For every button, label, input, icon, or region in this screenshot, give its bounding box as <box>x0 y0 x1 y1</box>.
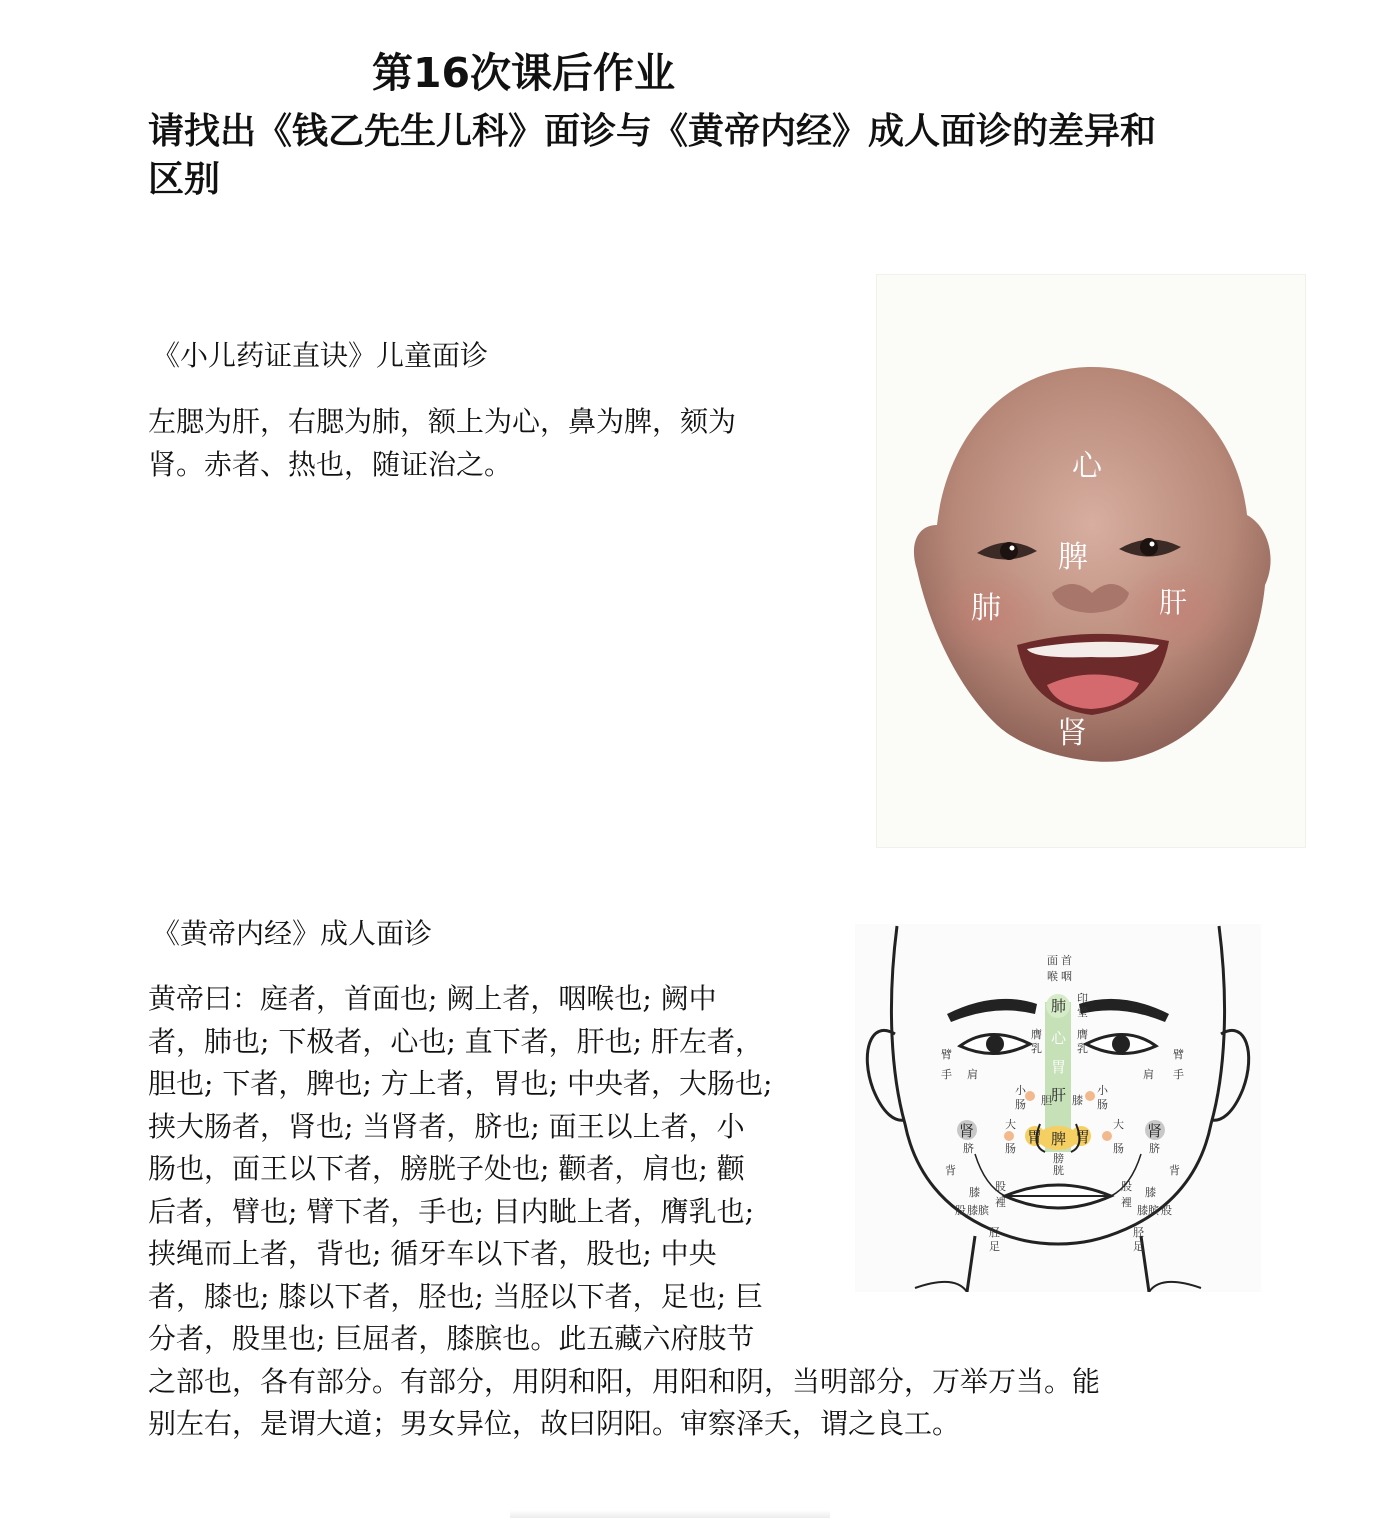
diagram-label: 大 <box>1005 1118 1016 1131</box>
face-label-lung: 肺 <box>971 591 1001 626</box>
assignment-question: 请找出《钱乙先生儿科》面诊与《黄帝内经》成人面诊的差异和区别 <box>148 111 1157 200</box>
diagram-label: 胆 <box>1041 1094 1052 1107</box>
diagram-label-kidney-left: 肾 <box>959 1122 975 1140</box>
diagram-label: 膺 <box>1077 1028 1088 1041</box>
face-label-spleen: 脾 <box>1058 540 1088 575</box>
diagram-label-liver: 肝 <box>1051 1086 1067 1104</box>
text-line: 挟大肠者，肾也; 当肾者，脐也; 面王以上者，小 <box>148 1109 745 1143</box>
diagram-label-stomach: 胃 <box>1051 1058 1067 1076</box>
diagram-label: 足 <box>989 1240 1000 1253</box>
diagram-label: 足 <box>1133 1240 1144 1253</box>
diagram-label: 肩 <box>967 1068 978 1081</box>
diagram-label: 膀 <box>1053 1152 1064 1165</box>
diagram-label: 裡 <box>1121 1196 1132 1209</box>
diagram-label: 咽 <box>1061 970 1072 983</box>
baby-face-illustration <box>877 275 1307 849</box>
diagram-label: 背 <box>945 1164 956 1177</box>
diagram-label: 臂 <box>1173 1048 1184 1061</box>
child-face-image <box>876 274 1306 848</box>
adult-section-heading: 《黄帝内经》成人面诊 <box>152 917 433 950</box>
diagram-label: 膝 <box>1072 1094 1083 1107</box>
diagram-label: 乳 <box>1031 1042 1042 1055</box>
diagram-label: 膺 <box>1031 1028 1042 1041</box>
left-brow-icon <box>947 999 1037 1022</box>
diagram-label: 印 <box>1077 992 1088 1005</box>
diagram-label: 乳 <box>1077 1042 1088 1055</box>
face-label-heart: 心 <box>1072 449 1102 484</box>
diagram-label-kidney-right: 肾 <box>1147 1122 1163 1140</box>
diagram-label-heart: 心 <box>1051 1029 1067 1047</box>
diagram-label: 堂 <box>1077 1006 1088 1019</box>
diagram-label: 小 <box>1097 1084 1108 1097</box>
diagram-label-spleen: 脾 <box>1051 1130 1067 1148</box>
diagram-label: 肠 <box>1005 1142 1016 1155</box>
text-line: 挟绳而上者，背也; 循牙车以下者，股也; 中央 <box>148 1237 717 1270</box>
face-label-liver: 肝 <box>1159 586 1188 619</box>
diagram-label: 大 <box>1113 1118 1124 1131</box>
diagram-label-stomach-left: 胃 <box>1027 1128 1043 1146</box>
diagram-label: 膝 <box>1145 1186 1156 1199</box>
child-section-text <box>148 401 808 486</box>
diagram-label: 小 <box>1015 1084 1026 1097</box>
face-label-kidney: 肾 <box>1057 716 1087 751</box>
diagram-label: 面 <box>1047 954 1058 967</box>
diagram-label: 肩 <box>1143 1068 1154 1081</box>
text-line: 者，膝也; 膝以下者，胫也; 当胫以下者，足也; 巨 <box>148 1279 764 1313</box>
diagram-label: 首 <box>1061 954 1072 967</box>
text-line: 别左右，是谓大道；男女异位，故曰阴阳。审察泽夭，谓之良工。 <box>148 1407 961 1440</box>
text-line: 者，肺也; 下极者，心也; 直下者，肝也; 肝左者， <box>148 1024 764 1058</box>
right-brow-icon <box>1079 999 1169 1022</box>
page-title: 第16次课后作业 <box>372 49 676 97</box>
text-line: 之部也，各有部分。有部分，用阴和阳，用阳和阴，当明部分，万举万当。能 <box>148 1364 1101 1398</box>
diagram-label: 脐 <box>1149 1142 1160 1155</box>
diagram-label: 膝膑 <box>1137 1204 1159 1217</box>
diagram-label: 手 <box>941 1068 952 1081</box>
diagram-label: 喉 <box>1047 970 1058 983</box>
diagram-label: 膝膑 <box>967 1204 989 1217</box>
text-line: 分者，股里也; 巨屈者，膝膑也。此五藏六府肢节 <box>148 1322 755 1355</box>
diagram-label: 股 <box>1161 1204 1172 1217</box>
diagram-label-lung: 肺 <box>1051 997 1067 1015</box>
text-line: 后者，臂也; 臂下者，手也; 目内眦上者，膺乳也; <box>148 1194 755 1228</box>
text-line: 左腮为肝，右腮为肺，额上为心，鼻为脾，颏为 <box>148 405 737 438</box>
diagram-label: 股 <box>955 1204 966 1217</box>
diagram-label: 股 <box>995 1180 1006 1193</box>
adult-face-map-illustration <box>855 924 1261 1292</box>
diagram-label: 手 <box>1173 1068 1184 1081</box>
text-line: 胆也; 下者，脾也; 方上者，胃也; 中央者，大肠也; <box>148 1067 773 1100</box>
diagram-label: 背 <box>1169 1164 1180 1177</box>
diagram-label: 胫 <box>989 1226 1000 1239</box>
diagram-label: 裡 <box>995 1196 1006 1209</box>
diagram-label: 肠 <box>1015 1098 1026 1111</box>
adult-face-diagram <box>855 924 1261 1292</box>
page-edge-shadow <box>510 1510 830 1518</box>
diagram-label: 胱 <box>1053 1164 1064 1177</box>
text-line: 肾。赤者、热也，随证治之。 <box>148 447 513 481</box>
diagram-label: 胫 <box>1133 1226 1144 1239</box>
diagram-label: 肠 <box>1113 1142 1124 1155</box>
diagram-label-stomach-right: 胃 <box>1075 1128 1091 1146</box>
diagram-label: 脐 <box>963 1142 974 1155</box>
text-line: 黄帝曰：庭者，首面也; 阙上者，咽喉也; 阙中 <box>148 982 717 1015</box>
diagram-label: 肠 <box>1097 1098 1108 1111</box>
diagram-label: 臂 <box>941 1048 952 1061</box>
diagram-label: 膝 <box>969 1186 980 1199</box>
diagram-label: 股 <box>1121 1180 1132 1193</box>
text-line: 肠也，面王以下者，膀胱子处也; 颧者，肩也; 颧 <box>148 1152 745 1185</box>
child-section-heading: 《小儿药证直诀》儿童面诊 <box>152 339 489 372</box>
